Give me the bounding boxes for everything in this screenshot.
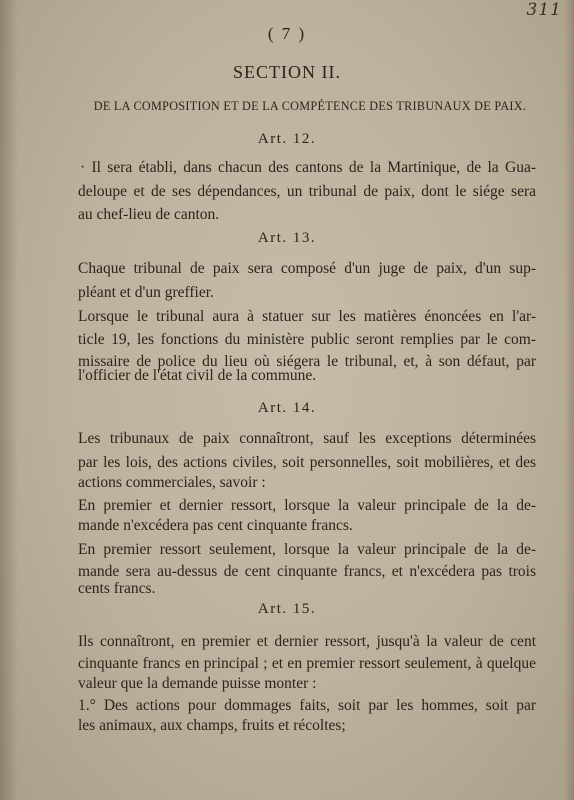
article-14-line-2: par les lois, des actions civiles, soit personnelles, soit mobilières, et des [78,454,536,471]
article-14-line-5: mande n'excédera pas cent cinquante francs. [78,517,353,534]
article-15-line-3: valeur que la demande puisse monter : [78,675,317,692]
article-14-line-3: actions commerciales, savoir : [78,474,266,491]
article-13-line-1: Chaque tribunal de paix sera composé d'un juge de paix, d'un sup- [78,260,536,277]
article-14-line-6: En premier ressort seulement, lorsque la valeur principale de la de- [78,541,536,558]
article-12-line-3: au chef-lieu de canton. [78,206,220,223]
section-title: SECTION II. [233,62,341,82]
article-15-line-4: 1.° Des actions pour dommages faits, soit par les hommes, soit par [78,697,536,714]
article-12-heading: Art. 12. [257,131,317,147]
article-13-line-6: l'officier de l'état civil de la commune. [78,367,317,384]
article-14-line-4: En premier et dernier ressort, lorsque la valeur principale de la de- [78,497,536,514]
article-14-line-1: Les tribunaux de paix connaîtront, sauf les exceptions déterminées [78,430,536,447]
article-14-line-8: cents francs. [78,580,156,597]
section-subtitle: DE LA COMPOSITION ET DE LA COMPÉTENCE DES TRIBUNAUX DE PAIX. [93,99,527,113]
article-13-line-5: missaire de police du lieu où siégera le tribunal, et, à son défaut, par [78,353,536,370]
article-12-line-1: · Il sera établi, dans chacun des cantons de la Martinique, de la Gua- [80,159,536,176]
article-13-line-4: ticle 19, les fonctions du ministère public seront remplies par le com- [78,331,536,348]
article-15-line-5: les animaux, aux champs, fruits et récoltes; [78,717,346,734]
article-13-line-2: pléant et d'un greffier. [78,284,214,301]
article-13-line-3: Lorsque le tribunal aura à statuer sur les matières énoncées en l'ar- [78,308,536,325]
page-number: ( 7 ) [267,24,307,43]
article-13-heading: Art. 13. [257,230,317,246]
article-15-line-1: Ils connaîtront, en premier et dernier ressort, jusqu'à la valeur de cent [78,633,536,650]
article-14-line-7: mande sera au-dessus de cent cinquante francs, et n'excédera pas trois [78,563,536,580]
article-15-line-2: cinquante francs en principal ; et en premier ressort seulement, à quelque [78,655,536,672]
article-12-line-2: deloupe et de ses dépendances, un tribunal de paix, dont le siége sera [78,183,536,200]
article-15-heading: Art. 15. [257,601,317,617]
folio-number: 311 [526,0,562,20]
article-14-heading: Art. 14. [257,400,317,416]
